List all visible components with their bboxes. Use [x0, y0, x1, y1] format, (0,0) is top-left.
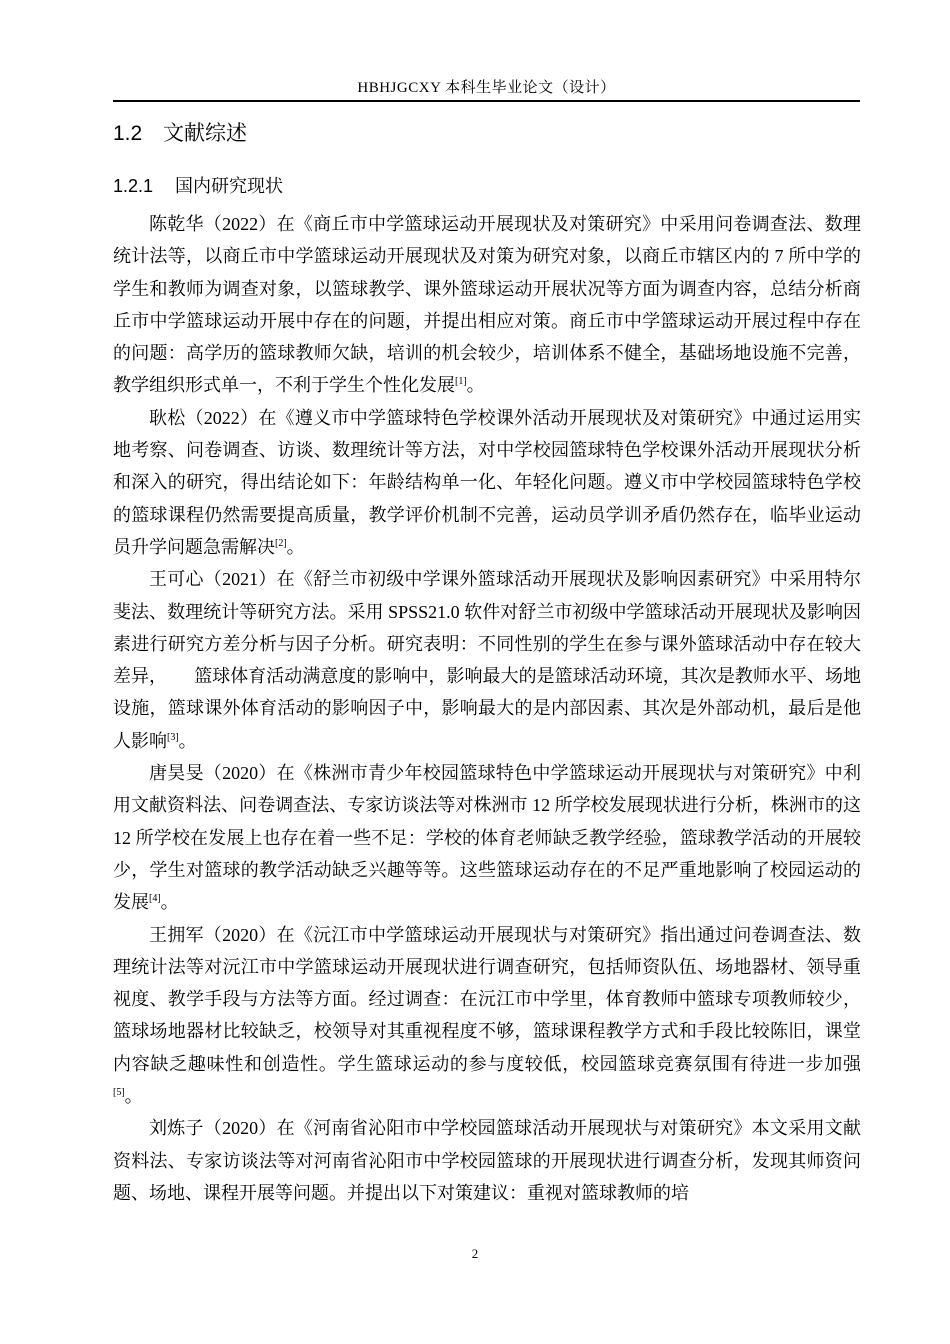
subsection-number: 1.2.1 [113, 176, 154, 196]
paragraph-text: 陈乾华（2022）在《商丘市中学篮球运动开展现状及对策研究》中采用问卷调查法、数理统计法等，以商丘市中学篮球运动开展现状及对策为研究对象，以商丘市辖区内的 7 所中学的学生和教师为调查对象，以篮球教学、课外篮球运动开展状况等方面为调查内容，总结分析商丘市中学篮球运动开展中存在的问题，并提出相应对策。商丘市中学篮球运动开展过程中存在的问题：高学历的篮球教师欠缺，培训的机会较少，培训体系不健全，基础场地设施不完善，教学组织形式单一，不利于学生个性化发展 [113, 214, 861, 396]
section-title: 文献综述 [163, 122, 247, 145]
paragraph-text: 耿松（2022）在《遵义市中学篮球特色学校课外活动开展现状及对策研究》中通过运用实地考察、问卷调查、访谈、数理统计等方法，对中学校园篮球特色学校课外活动开展现状分析和深入的研究，得出结论如下：年龄结构单一化、年轻化问题。遵义市中学校园篮球特色学校的篮球课程仍然需要提高质量，教学评价机制不完善，运动员学训矛盾仍然存在，临毕业运动员升学问题急需解决 [113, 407, 861, 557]
citation-ref[interactable]: [3] [167, 731, 179, 743]
paragraph-text: 王拥军（2020）在《沅江市中学篮球运动开展现状与对策研究》指出通过问卷调查法、数理统计法等对沅江市中学篮球运动开展现状进行调查研究，包括师资队伍、场地器材、领导重视度、教学手段与方法等方面。经过调查：在沅江市中学里，体育教师中篮球专项教师较少，篮球场地器材比较缺乏，校领导对其重视程度不够，篮球课程教学方式和手段比较陈旧，课堂内容缺乏趣味性和创造性。学生篮球运动的参与度较低，校园篮球竞赛氛围有待进一步加强 [113, 924, 861, 1074]
paragraph [113, 402, 861, 563]
paragraph [113, 919, 861, 1113]
subsection-title: 国内研究现状 [175, 176, 283, 196]
paragraph-end: 。 [124, 1086, 143, 1107]
citation-ref[interactable]: [1] [455, 376, 467, 388]
citation-ref[interactable]: [4] [149, 893, 161, 905]
paragraph [113, 757, 861, 918]
page-number: 2 [471, 1246, 479, 1261]
citation-ref[interactable]: [2] [275, 537, 287, 549]
paragraph [113, 563, 861, 757]
paragraph-end: 。 [466, 375, 485, 396]
section-heading [113, 117, 247, 147]
paragraph-text: 唐昊旻（2020）在《株洲市青少年校园篮球特色中学篮球运动开展现状与对策研究》中利用文献资料法、问卷调查法、专家访谈法等对株洲市 12 所学校发展现状进行分析，株洲市的这 12 所学校在发展上也存在着一些不足：学校的体育老师缺乏教学经验，篮球教学活动的开展较少，学生对篮球的教学活动缺乏兴趣等等。这些篮球运动存在的不足严重地影响了校园运动的发展 [113, 763, 861, 913]
body-text [113, 208, 861, 1209]
subsection-heading [113, 172, 283, 198]
paragraph [113, 208, 861, 402]
running-header: HBHJGCXY 本科生毕业论文（设计） [357, 80, 616, 96]
header-rule [113, 100, 860, 102]
section-number: 1.2 [113, 122, 143, 145]
citation-ref[interactable]: [5] [113, 1087, 125, 1099]
paragraph-text: 刘炼子（2020）在《河南省沁阳市中学校园篮球活动开展现状与对策研究》本文采用文献资料法、专家访谈法等对河南省沁阳市中学校园篮球的开展现状进行调查分析，发现其师资问题、场地、课程开展等问题。并提出以下对策建议：重视对篮球教师的培 [113, 1118, 861, 1203]
paragraph-end: 。 [160, 892, 179, 913]
paragraph-end: 。 [178, 730, 197, 751]
paragraph-end: 。 [286, 536, 305, 557]
paragraph [113, 1112, 861, 1209]
paragraph-text: 王可心（2021）在《舒兰市初级中学课外篮球活动开展现状及影响因素研究》中采用特尔斐法、数理统计等研究方法。采用 SPSS21.0 软件对舒兰市初级中学篮球活动开展现状及影响因素进行研究方差分析与因子分析。研究表明：不同性别的学生在参与课外篮球活动中存在较大差异， 篮球体育活动满意度的影响中，影响最大的是篮球活动环境，其次是教师水平、场地设施，篮球课外体育活动的影响因子中，影响最大的是内部因素、其次是外部动机，最后是他人影响 [113, 569, 861, 751]
